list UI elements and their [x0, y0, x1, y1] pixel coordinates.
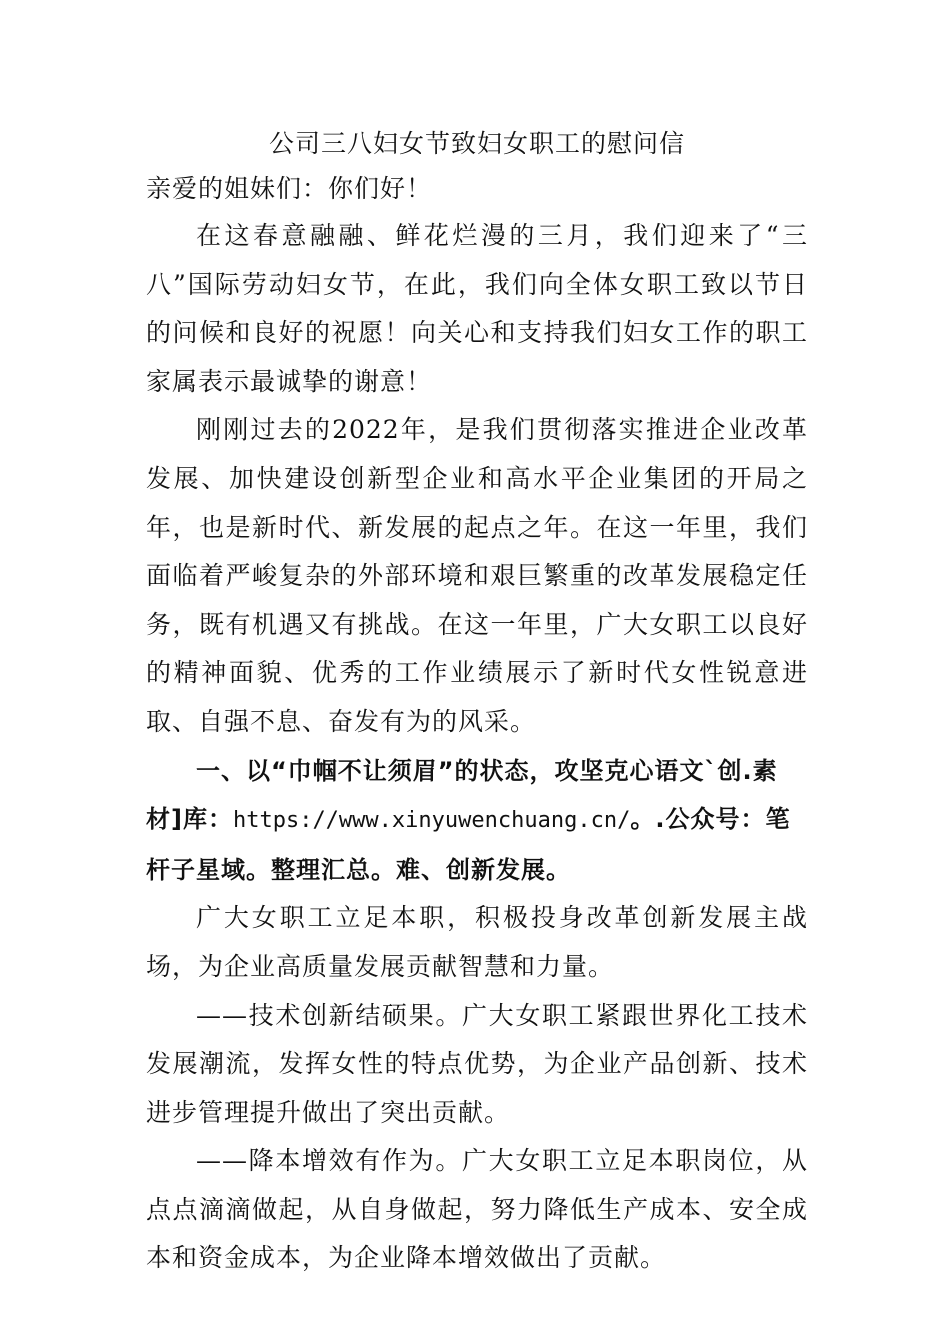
letter-page [146, 122, 808, 1283]
paragraph-tech-innovation: ——技术创新结硕果。广大女职工紧跟世界化工技术发展潮流，发挥女性的特点优势，为企业产品创新、技术进步管理提升做出了突出贡献。 [146, 1000, 808, 1127]
salutation: 亲爱的姐妹们：你们好！ [146, 174, 433, 203]
section-heading-1 [146, 747, 808, 895]
paragraph-review-2022: 刚刚过去的2022年，是我们贯彻落实推进企业改革发展、加快建设创新型企业和高水平企业集团的开局之年，也是新时代、新发展的起点之年。在这一年里，我们面临着严峻复杂的外部环境和艰巨繁重的改革发展稳定任务，既有机遇又有挑战。在这一年里，广大女职工以良好的精神面貌、优秀的工作业绩展示了新时代女性锐意进取、自强不息、奋发有为的风采。 [146, 415, 808, 736]
heading-text-part2: 。.公众号：笔杆子星域。整理汇总。难、创新发展。 [146, 805, 791, 884]
paragraph-greeting: 在这春意融融、鲜花烂漫的三月，我们迎来了“三八”国际劳动妇女节，在此，我们向全体女职工致以节日的问候和良好的祝愿！向关心和支持我们妇女工作的职工家属表示最诚挚的谢意！ [146, 221, 808, 396]
paragraph-section-intro: 广大女职工立足本职，积极投身改革创新发展主战场，为企业高质量发展贡献智慧和力量。 [146, 903, 808, 981]
source-url: https://www.xinyuwenchuang.cn/ [232, 808, 631, 834]
letter-title: 公司三八妇女节致妇女职工的慰问信 [268, 129, 685, 158]
paragraph-cost-reduction: ——降本增效有作为。广大女职工立足本职岗位，从点点滴滴做起，从自身做起，努力降低生产成本、安全成本和资金成本，为企业降本增效做出了贡献。 [146, 1146, 808, 1273]
heading-text-part1: 一、以“巾帼不让须眉”的状态，攻坚克心语文`创.素材]库： [146, 756, 778, 834]
